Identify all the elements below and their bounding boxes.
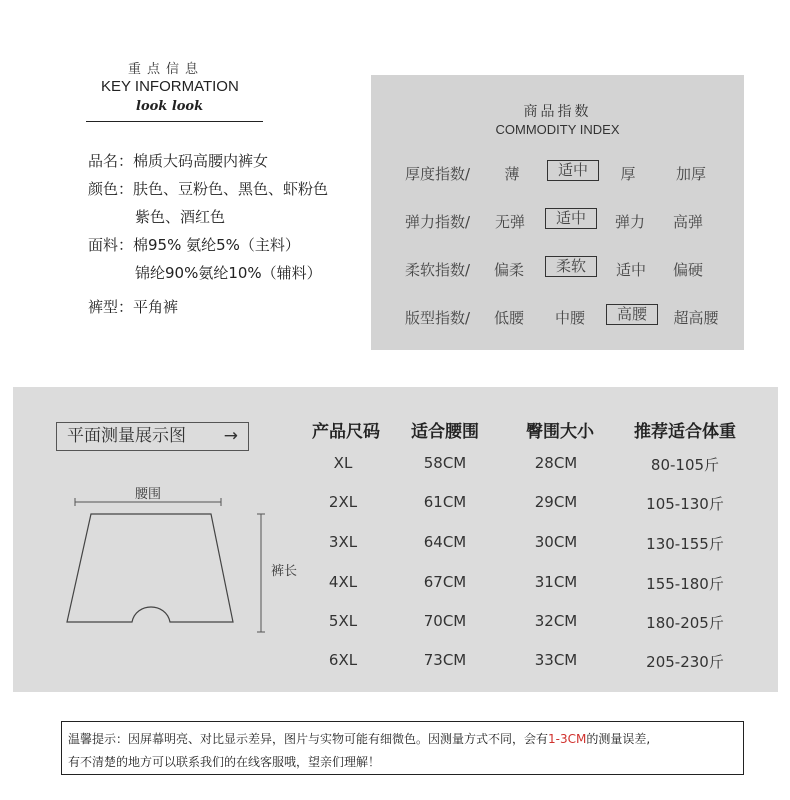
length-label: 裤长 — [271, 564, 298, 579]
flat-measurement-button — [56, 422, 249, 451]
header-hip: 臀围大小 — [526, 422, 594, 442]
key-info-title-cn: 重点信息 — [128, 62, 205, 77]
softness-option-3: 适中 — [615, 261, 646, 279]
thickness-index-row — [371, 159, 744, 185]
notice-error-range: 1-3CM — [548, 732, 587, 746]
softness-index-label: 柔软指数/ — [405, 261, 471, 279]
fit-index-label: 版型指数/ — [405, 309, 471, 327]
fabric-line: 面料：棉95% 氨纶5%（主料） — [88, 236, 300, 254]
waist-cell: 64CM — [423, 533, 467, 551]
elasticity-index-row — [371, 207, 744, 233]
size-chart-panel — [13, 387, 778, 692]
key-info-script: look look — [136, 99, 204, 114]
fit-option-3-selected: 高腰 — [606, 304, 658, 325]
fabric-line-2: 锦纶90%氨纶10%（辅料） — [135, 264, 322, 282]
arrow-right-icon: → — [223, 426, 238, 446]
waist-cell: 58CM — [423, 454, 467, 472]
key-info-title-en: KEY INFORMATION — [101, 78, 239, 95]
weight-cell: 205-230斤 — [646, 653, 724, 671]
hip-cell: 31CM — [534, 573, 578, 591]
size-cell: 6XL — [328, 651, 358, 669]
hip-cell: 30CM — [534, 533, 578, 551]
header-weight: 推荐适合体重 — [634, 422, 736, 442]
softness-option-4: 偏硬 — [672, 261, 703, 279]
notice-line-2: 有不清楚的地方可以联系我们的在线客服哦，望亲们理解！ — [68, 755, 381, 769]
weight-cell: 130-155斤 — [646, 535, 724, 553]
notice-box — [61, 721, 744, 775]
weight-cell: 80-105斤 — [650, 456, 720, 474]
fit-index-row — [371, 303, 744, 329]
notice-text-1b: 的测量误差, — [586, 732, 651, 746]
colors-line: 颜色：肤色、豆粉色、黑色、虾粉色 — [88, 180, 329, 198]
thickness-option-3: 厚 — [620, 165, 636, 183]
flat-measurement-label: 平面测量展示图 — [67, 426, 186, 446]
hip-cell: 32CM — [534, 612, 578, 630]
commodity-index-panel — [371, 75, 744, 350]
weight-cell: 155-180斤 — [646, 575, 724, 593]
header-size: 产品尺码 — [312, 422, 380, 442]
weight-cell: 180-205斤 — [646, 614, 724, 632]
thickness-option-1: 薄 — [504, 165, 520, 183]
hip-cell: 33CM — [534, 651, 578, 669]
softness-option-2-selected: 柔软 — [545, 256, 597, 277]
elasticity-option-2-selected: 适中 — [545, 208, 597, 229]
waist-cell: 67CM — [423, 573, 467, 591]
elasticity-option-1: 无弹 — [494, 213, 525, 231]
size-cell: 2XL — [328, 493, 358, 511]
style-line: 裤型：平角裤 — [88, 298, 179, 316]
fit-option-2: 中腰 — [554, 309, 585, 327]
hip-cell: 29CM — [534, 493, 578, 511]
fit-option-4: 超高腰 — [673, 309, 719, 327]
thickness-option-2-selected: 适中 — [547, 160, 599, 181]
size-cell: 3XL — [328, 533, 358, 551]
fit-option-1: 低腰 — [493, 309, 524, 327]
waist-cell: 61CM — [423, 493, 467, 511]
commodity-index-title-cn: 商品指数 — [523, 104, 592, 120]
weight-cell: 105-130斤 — [646, 495, 724, 513]
waist-cell: 73CM — [423, 651, 467, 669]
waist-cell: 70CM — [423, 612, 467, 630]
waist-label: 腰围 — [135, 487, 162, 502]
thickness-index-label: 厚度指数/ — [405, 165, 471, 183]
elasticity-index-label: 弹力指数/ — [405, 213, 471, 231]
key-info-divider — [86, 121, 263, 122]
header-waist: 适合腰围 — [411, 422, 479, 442]
hip-cell: 28CM — [534, 454, 578, 472]
thickness-option-4: 加厚 — [675, 165, 706, 183]
shorts-diagram — [58, 477, 283, 642]
shorts-outline — [67, 514, 233, 622]
softness-option-1: 偏柔 — [493, 261, 524, 279]
product-name-line: 品名：棉质大码高腰内裤女 — [88, 152, 269, 170]
size-cell: 5XL — [328, 612, 358, 630]
notice-line-1 — [68, 730, 650, 747]
size-cell: 4XL — [328, 573, 358, 591]
commodity-index-title-en: COMMODITY INDEX — [495, 122, 620, 137]
elasticity-option-3: 弹力 — [614, 213, 645, 231]
notice-text-1a: 温馨提示：因屏幕明亮、对比显示差异，图片与实物可能有细微色。因测量方式不同，会有 — [68, 732, 549, 746]
softness-index-row — [371, 255, 744, 281]
colors-line-2: 紫色、酒红色 — [135, 208, 226, 226]
size-cell: XL — [333, 454, 353, 472]
elasticity-option-4: 高弹 — [672, 213, 703, 231]
